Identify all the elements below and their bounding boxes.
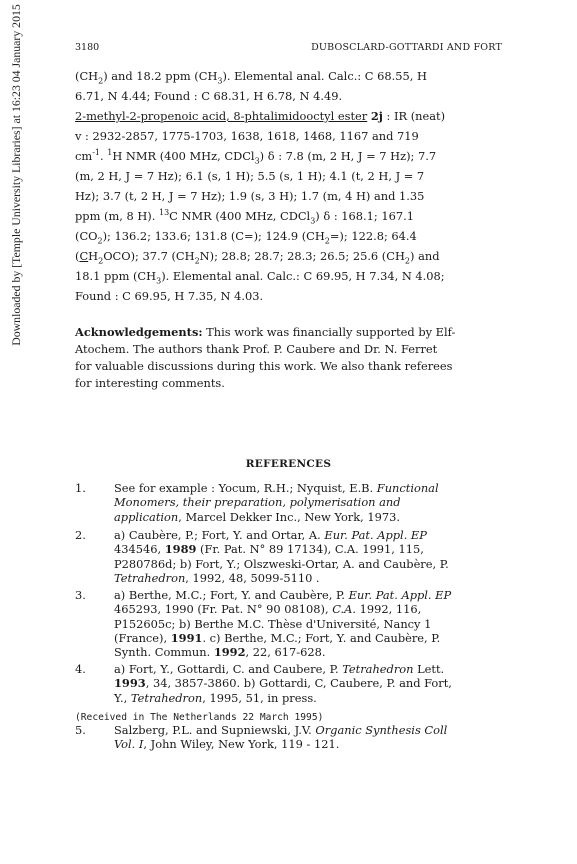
compound-id: 2j	[370, 109, 383, 123]
ack-line: for valuable discussions during this work. We also thank referees	[75, 359, 453, 373]
running-title: DUBOSCLARD-GOTTARDI AND FORT	[311, 42, 502, 53]
reference-line: a) Berthe, M.C.; Fort, Y. and Caubère, P. Eur. Pat. Appl. EP	[114, 588, 452, 602]
reference-line: 465293, 1990 (Fr. Pat. N° 90 08108), C.A. 1992, 116,	[114, 602, 422, 617]
reference-number: 5.	[75, 723, 86, 737]
ack-line: Atochem. The authors thank Prof. P. Caubere and Dr. N. Ferret	[75, 342, 438, 356]
reference-line: (France), 1991. c) Berthe, M.C.; Fort, Y. and Caubère, P.	[114, 630, 441, 645]
body-line: 18.1 ppm $(CH_3)$. Elemental anal. Calc.: C 69.95, H 7.34, N 4.08;	[75, 269, 445, 286]
ack-text: This work was financially supported by Elf-	[202, 325, 456, 339]
body-line: Found : C 69.95, H 7.35, N 4.03.	[75, 289, 264, 303]
reference-line: P152605c; b) Berthe M.C. Thèse d'Université, Nancy 1	[114, 616, 432, 631]
reference-line: a) Fort, Y., Gottardi, C. and Caubere, P. Tetrahedron Lett.	[114, 662, 445, 676]
body-line	[75, 108, 445, 124]
reference-line: application, Marcel Dekker Inc., New York, 1973.	[114, 509, 400, 524]
reference-line: Tetrahedron, 1992, 48, 5099-5110 .	[114, 570, 320, 585]
reference-line: P280786d; b) Fort, Y.; Olszweski-Ortar, A. and Caubère, P.	[114, 556, 449, 571]
reference-line: Y., Tetrahedron, 1995, 51, in press.	[114, 690, 317, 705]
page-number: 3180	[75, 42, 100, 53]
ack-label: Acknowledgements:	[75, 325, 203, 339]
reference-number: 3.	[75, 588, 86, 602]
reference-line: Monomers, their preparation, polymerisation and	[114, 495, 401, 510]
ack-line: for interesting comments.	[75, 376, 225, 390]
body-line: ppm (m, 8 H). $^{13}$C NMR (400 MHz, CDCl$_3$) δ : 168.1; 167.1	[75, 208, 414, 226]
reference-number: 2.	[75, 528, 86, 542]
body-line: Hz); 3.7 (t, 2 H, J = 7 Hz); 1.9 (s, 3 H); 1.7 (m, 4 H) and 1.35	[75, 189, 425, 203]
reference-number: 4.	[75, 662, 86, 676]
reference-line: Vol. I, John Wiley, New York, 119 - 121.	[114, 737, 340, 752]
body-line: (m, 2 H, J = 7 Hz); 6.1 (s, 1 H); 5.5 (s, 1 H); 4.1 (t, 2 H, J = 7	[75, 169, 425, 183]
body-line: $(CH_2OCO)$; 37.7 $(CH_2N)$; 28.8; 28.7; 28.3; 26.5; 25.6 $(CH_2)$ and	[75, 249, 440, 266]
reference-number: 1.	[75, 481, 86, 495]
body-line: $(CH_2)$ and 18.2 ppm $(CH_3)$. Elemental anal. Calc.: C 68.55, H	[75, 69, 427, 86]
references-heading: REFERENCES	[245, 458, 332, 470]
compound-name: 2-methyl-2-propenoic acid, 8-phtalimidooctyl ester	[75, 109, 368, 123]
page-header	[75, 42, 502, 58]
body-line-rest: : IR (neat)	[382, 109, 446, 123]
body-line: v : 2932-2857, 1775-1703, 1638, 1618, 1468, 1167 and 719	[75, 129, 419, 143]
ack-line	[75, 324, 455, 340]
reference-line: Synth. Commun. 1992, 22, 617-628.	[114, 645, 326, 660]
body-line: $cm^{-1}$. $^1$H NMR (400 MHz, CDCl$_3$) δ : 7.8 (m, 2 H, J = 7 Hz); 7.7	[75, 148, 437, 166]
reference-line: 1993, 34, 3857-3860. b) Gottardi, C, Caubere, P. and Fort,	[114, 676, 452, 691]
reference-line: a) Caubère, P.; Fort, Y. and Ortar, A. Eur. Pat. Appl. EP	[114, 528, 427, 542]
reference-line: See for example : Yocum, R.H.; Nyquist, E.B. Functional	[114, 481, 439, 495]
received-date: (Received in The Netherlands 22 March 1995)	[75, 712, 324, 723]
reference-line: Salzberg, P.L. and Supniewski, J.V. Organic Synthesis Coll	[114, 723, 448, 737]
download-watermark: Downloaded by [Temple University Libraries] at 16:23 04 January 2015	[9, 4, 23, 346]
reference-line: 434546, 1989 (Fr. Pat. N° 89 17134), C.A. 1991, 115,	[114, 542, 424, 557]
body-line: $(CO_2)$; 136.2; 133.6; 131.8 (C=); 124.9 $(CH_2=)$; 122.8; 64.4	[75, 229, 417, 246]
body-line: 6.71, N 4.44; Found : C 68.31, H 6.78, N 4.49.	[75, 89, 343, 103]
